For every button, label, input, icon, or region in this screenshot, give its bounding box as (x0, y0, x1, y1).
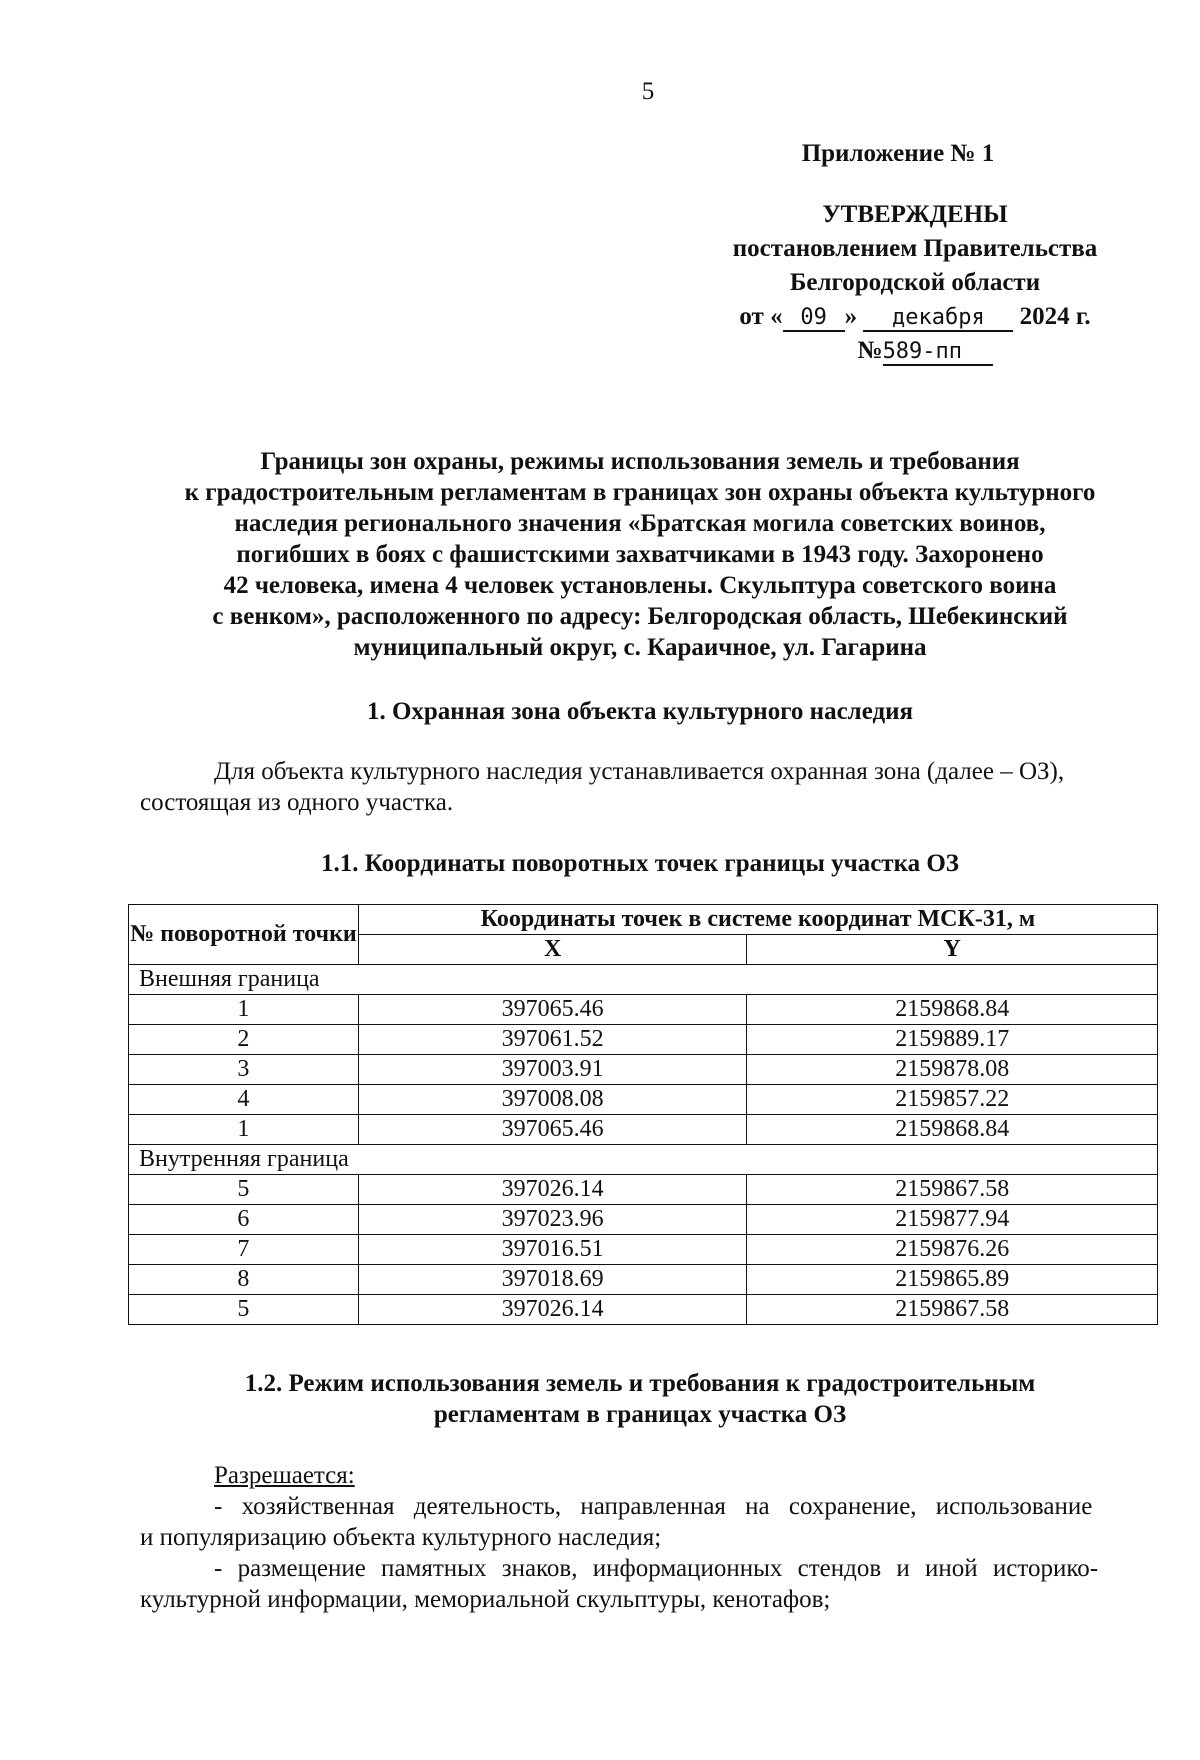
point-number: 7 (129, 1235, 359, 1265)
table-row (129, 1055, 1158, 1085)
section-1-title: 1. Охранная зона объекта культурного наследия (366, 698, 914, 725)
x-value: 397065.46 (358, 1115, 747, 1145)
header-x: X (358, 935, 747, 965)
title-line: 42 человека, имена 4 человек установлены. Скульптура советского воина (223, 572, 1057, 599)
table-row (129, 1205, 1158, 1235)
date-prefix: от « (739, 303, 783, 330)
coordinates-table (128, 904, 1158, 1325)
group-label: Внешняя граница (129, 965, 1158, 995)
point-number: 1 (129, 995, 359, 1025)
title-line: с венком», расположенного по адресу: Белгородская область, Шебекинский (212, 603, 1068, 630)
date-year: 2024 г. (1019, 303, 1091, 330)
number-prefix: № (857, 337, 883, 364)
date-day: 09 (783, 306, 845, 332)
y-value: 2159878.08 (747, 1055, 1158, 1085)
allowed-heading: Разрешается: (214, 1462, 355, 1489)
table-row (129, 1085, 1158, 1115)
point-number: 2 (129, 1025, 359, 1055)
title-line: муниципальный округ, с. Караичное, ул. Гагарина (353, 634, 927, 661)
title-line: погибших в боях с фашистскими захватчиками в 1943 году. Захоронено (236, 541, 1044, 568)
approval-number (700, 334, 1130, 368)
point-number: 5 (129, 1295, 359, 1325)
section-title-line: регламентам в границах участка ОЗ (433, 1401, 847, 1428)
group-row (129, 1145, 1158, 1175)
group-label: Внутренняя граница (129, 1145, 1158, 1175)
appendix-label: Приложение № 1 (801, 140, 995, 167)
x-value: 397016.51 (358, 1235, 747, 1265)
approval-line-2: Белгородской области (789, 269, 1041, 296)
y-value: 2159877.94 (747, 1205, 1158, 1235)
x-value: 397003.91 (358, 1055, 747, 1085)
approval-block (700, 198, 1130, 368)
paragraph-line: - хозяйственная деятельность, направленная на сохранение, использование (214, 1493, 1093, 1520)
paragraph-line: Для объекта культурного наследия устанавливается охранная зона (далее – ОЗ), (214, 758, 1065, 785)
paragraph-line: культурной информации, мемориальной скульптуры, кенотафов; (140, 1586, 831, 1613)
header-y: Y (747, 935, 1158, 965)
point-number: 3 (129, 1055, 359, 1085)
group-row (129, 965, 1158, 995)
paragraph-line: - размещение памятных знаков, информационных стендов и иной историко- (214, 1555, 1099, 1582)
title-line: Границы зон охраны, режимы использования земель и требования (260, 448, 1020, 475)
document-title (110, 446, 1170, 663)
point-number: 1 (129, 1115, 359, 1145)
x-value: 397026.14 (358, 1175, 747, 1205)
table-row (129, 1025, 1158, 1055)
approval-line-1: постановлением Правительства (732, 235, 1098, 262)
x-value: 397026.14 (358, 1295, 747, 1325)
section-1-1-title: 1.1. Координаты поворотных точек границы участка ОЗ (321, 850, 959, 877)
point-number: 5 (129, 1175, 359, 1205)
page-number: 5 (641, 78, 655, 105)
table-row (129, 1175, 1158, 1205)
allowed-heading-line (140, 1460, 1148, 1491)
y-value: 2159889.17 (747, 1025, 1158, 1055)
y-value: 2159876.26 (747, 1235, 1158, 1265)
table-row (129, 1265, 1158, 1295)
x-value: 397023.96 (358, 1205, 747, 1235)
point-number: 4 (129, 1085, 359, 1115)
y-value: 2159865.89 (747, 1265, 1158, 1295)
header-point-number: № поворотной точки (129, 905, 359, 965)
approval-heading: УТВЕРЖДЕНЫ (822, 201, 1008, 228)
date-mid: » (844, 303, 858, 330)
y-value: 2159867.58 (747, 1295, 1158, 1325)
y-value: 2159867.58 (747, 1175, 1158, 1205)
title-line: наследия регионального значения «Братская могила советских воинов, (234, 510, 1046, 537)
point-number: 8 (129, 1265, 359, 1295)
section-1-2-body (140, 1460, 1148, 1615)
table-row (129, 1115, 1158, 1145)
table-row (129, 1295, 1158, 1325)
y-value: 2159868.84 (747, 1115, 1158, 1145)
x-value: 397018.69 (358, 1265, 747, 1295)
x-value: 397065.46 (358, 995, 747, 1025)
x-value: 397008.08 (358, 1085, 747, 1115)
paragraph-line: и популяризацию объекта культурного наследия; (140, 1524, 662, 1551)
x-value: 397061.52 (358, 1025, 747, 1055)
paragraph-line: состоящая из одного участка. (140, 789, 454, 816)
y-value: 2159857.22 (747, 1085, 1158, 1115)
document-number: 589-пп (883, 340, 993, 366)
header-coordinates: Координаты точек в системе координат МСК-31, м (358, 905, 1157, 935)
table-row (129, 1235, 1158, 1265)
table-row (129, 995, 1158, 1025)
title-line: к градостроительным регламентам в границах зон охраны объекта культурного (184, 479, 1096, 506)
section-title-line: 1.2. Режим использования земель и требования к градостроительным (244, 1370, 1036, 1397)
date-month: декабря (863, 306, 1013, 332)
section-1-paragraph (140, 756, 1148, 818)
point-number: 6 (129, 1205, 359, 1235)
y-value: 2159868.84 (747, 995, 1158, 1025)
section-1-2-title (110, 1368, 1170, 1430)
approval-date (700, 300, 1130, 334)
